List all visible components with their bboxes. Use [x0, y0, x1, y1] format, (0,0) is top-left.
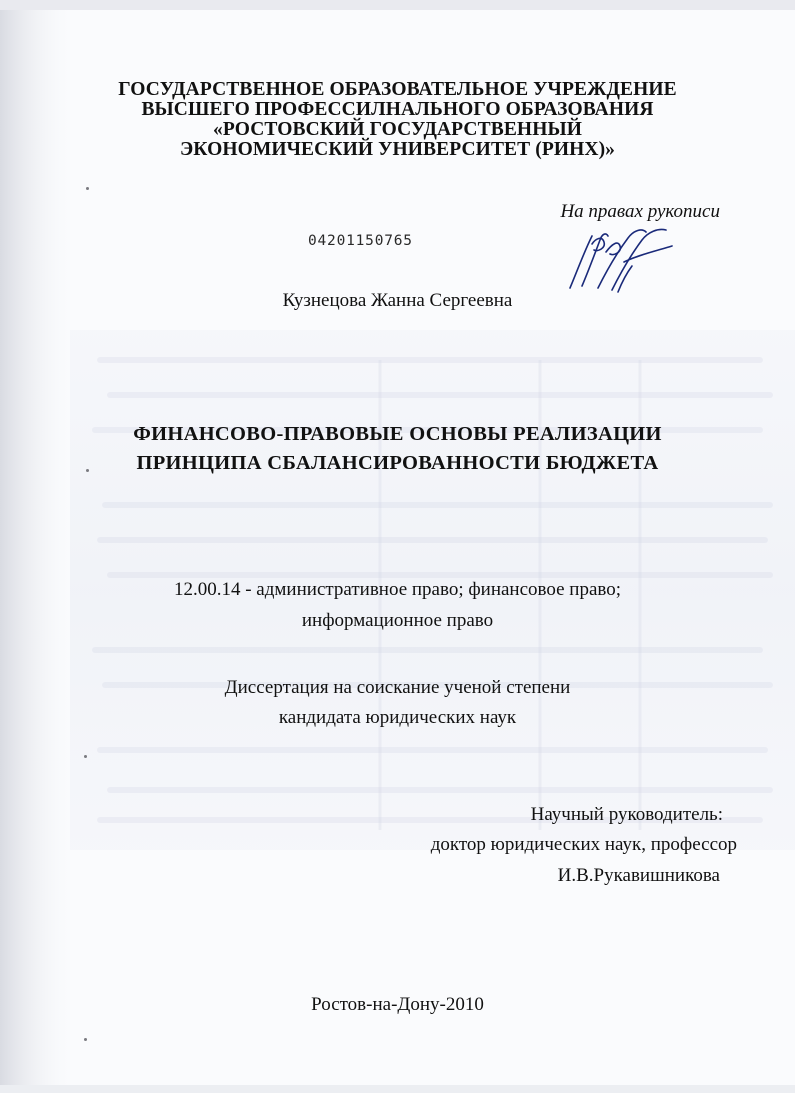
scan-speck [84, 1038, 87, 1041]
registry-number: 04201150765 [308, 233, 413, 249]
institution-line-3: «РОСТОВСКИЙ ГОСУДАРСТВЕННЫЙ [213, 119, 582, 140]
supervisor-label: Научный руководитель: [530, 804, 723, 825]
manuscript-note: На правах рукописи [560, 201, 720, 222]
place-and-year: Ростов-на-Дону-2010 [311, 994, 484, 1015]
institution-line-2: ВЫСШЕГО ПРОФЕССИЛНАЛЬНОГО ОБРАЗОВАНИЯ [141, 99, 654, 120]
scan-speck [84, 755, 87, 758]
signature-image [562, 222, 682, 294]
degree-line-1: Диссертация на соискание ученой степени [224, 677, 571, 698]
specialty-line-1: 12.00.14 - административное право; финансовое право; [173, 579, 622, 600]
supervisor-credentials: доктор юридических наук, профессор [430, 834, 737, 855]
specialty-line-2: информационное право [301, 610, 494, 631]
degree-line-2: кандидата юридических наук [278, 707, 517, 728]
dissertation-title-line-1: ФИНАНСОВО-ПРАВОВЫЕ ОСНОВЫ РЕАЛИЗАЦИИ [133, 423, 662, 445]
author-name: Кузнецова Жанна Сергеевна [282, 290, 513, 311]
supervisor-name: И.В.Рукавишникова [557, 865, 720, 886]
dissertation-title-line-2: ПРИНЦИПА СБАЛАНСИРОВАННОСТИ БЮДЖЕТА [136, 452, 659, 474]
scan-speck [86, 187, 89, 190]
scan-speck [86, 469, 89, 472]
institution-line-4: ЭКОНОМИЧЕСКИЙ УНИВЕРСИТЕТ (РИНХ)» [179, 139, 616, 160]
institution-line-1: ГОСУДАРСТВЕННОЕ ОБРАЗОВАТЕЛЬНОЕ УЧРЕЖДЕНИЕ [118, 79, 677, 100]
